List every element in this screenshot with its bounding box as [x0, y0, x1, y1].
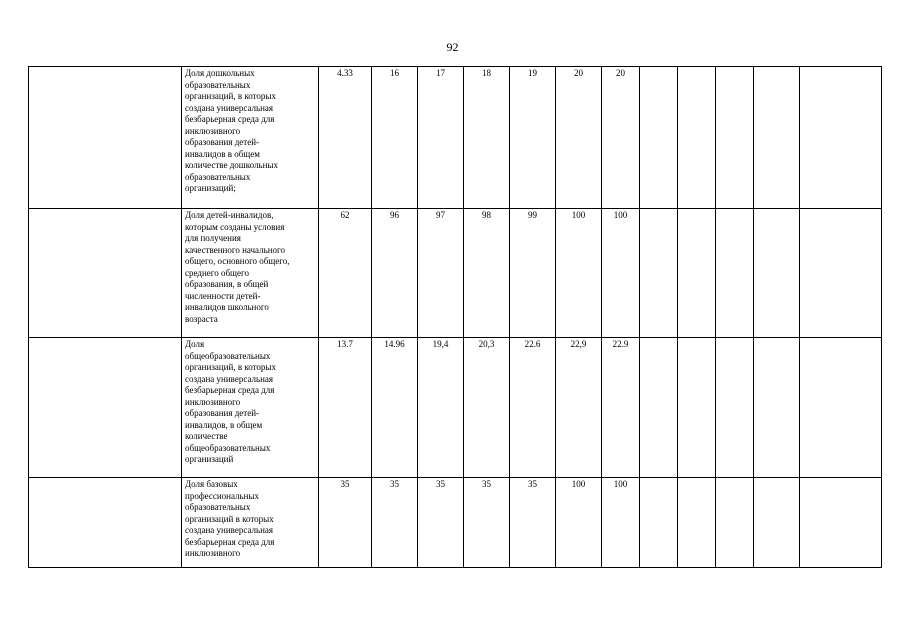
value-cell: 22.9	[602, 338, 640, 478]
indicator-name-cell: Доля общеобразовательных организаций, в которых создана универсальная безбарьерная среда для инклюзивного образования детей- инвалидов, в общем количестве общеобразовательных организаций	[182, 338, 319, 478]
indicator-name-cell: Доля детей-инвалидов, которым созданы условия для получения качественного начального общего, основного общего, среднего общего образования, в общей численности детей- инвалидов школьного возраста	[182, 209, 319, 338]
empty-cell	[678, 338, 716, 478]
value-cell: 100	[602, 209, 640, 338]
value-cell: 14.96	[372, 338, 418, 478]
empty-cell	[716, 338, 754, 478]
empty-cell	[754, 338, 800, 478]
empty-cell	[678, 209, 716, 338]
value-cell: 13.7	[319, 338, 372, 478]
value-cell: 18	[464, 67, 510, 209]
indicator-table	[28, 66, 882, 568]
value-cell: 35	[464, 478, 510, 568]
value-cell: 100	[602, 478, 640, 568]
empty-cell	[716, 209, 754, 338]
empty-cell	[800, 67, 882, 209]
empty-cell	[678, 67, 716, 209]
value-cell: 35	[510, 478, 556, 568]
value-cell: 96	[372, 209, 418, 338]
empty-cell	[754, 478, 800, 568]
empty-cell	[640, 67, 678, 209]
empty-cell	[800, 209, 882, 338]
value-cell: 16	[372, 67, 418, 209]
table-row	[29, 478, 882, 568]
value-cell: 35	[319, 478, 372, 568]
value-cell: 35	[418, 478, 464, 568]
empty-cell	[800, 478, 882, 568]
value-cell: 99	[510, 209, 556, 338]
empty-cell	[678, 478, 716, 568]
table-row	[29, 209, 882, 338]
value-cell: 22,9	[556, 338, 602, 478]
indicator-name-cell: Доля дошкольных образовательных организаций, в которых создана универсальная безбарьерная среда для инклюзивного образования детей- инвалидов в общем количестве дошкольных образовательных организаций;	[182, 67, 319, 209]
empty-cell	[640, 209, 678, 338]
value-cell: 35	[372, 478, 418, 568]
value-cell: 20	[556, 67, 602, 209]
value-cell: 62	[319, 209, 372, 338]
value-cell: 20,3	[464, 338, 510, 478]
value-cell: 22.6	[510, 338, 556, 478]
table-row	[29, 67, 882, 209]
value-cell: 97	[418, 209, 464, 338]
page-number: 92	[446, 40, 459, 54]
row-number-cell	[29, 67, 182, 209]
value-cell: 4.33	[319, 67, 372, 209]
empty-cell	[754, 209, 800, 338]
empty-cell	[716, 478, 754, 568]
value-cell: 19	[510, 67, 556, 209]
value-cell: 17	[418, 67, 464, 209]
row-number-cell	[29, 209, 182, 338]
empty-cell	[716, 67, 754, 209]
row-number-cell	[29, 478, 182, 568]
table-row	[29, 338, 882, 478]
row-number-cell	[29, 338, 182, 478]
value-cell: 20	[602, 67, 640, 209]
value-cell: 100	[556, 478, 602, 568]
value-cell: 98	[464, 209, 510, 338]
indicator-name-cell: Доля базовых профессиональных образовательных организаций в которых создана универсальная безбарьерная среда для инклюзивного	[182, 478, 319, 568]
empty-cell	[640, 338, 678, 478]
empty-cell	[640, 478, 678, 568]
value-cell: 100	[556, 209, 602, 338]
empty-cell	[754, 67, 800, 209]
empty-cell	[800, 338, 882, 478]
value-cell: 19,4	[418, 338, 464, 478]
